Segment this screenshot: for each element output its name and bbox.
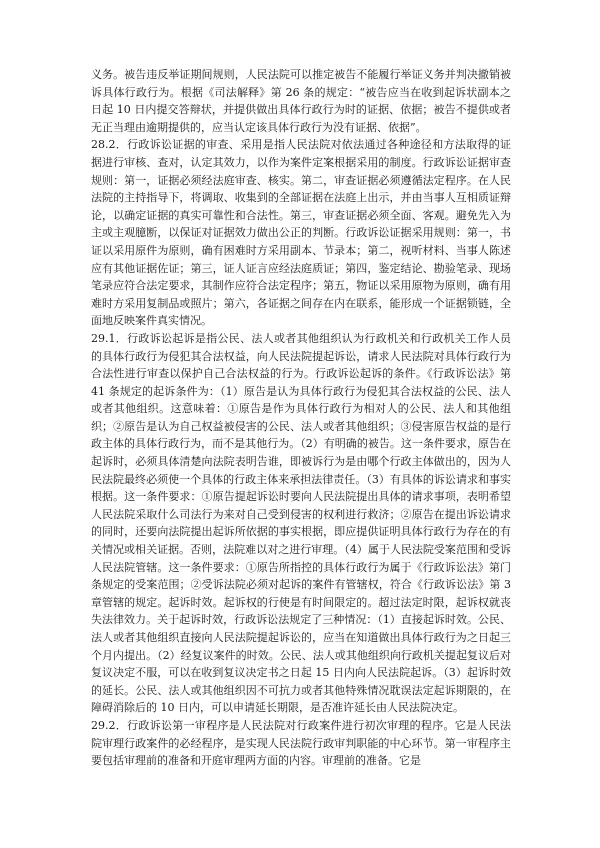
document-page <box>91 66 511 770</box>
paragraph-29-1-filing-suit: 29.1．行政诉讼起诉是指公民、法人或者其他组织认为行政机关和行政机关工作人员的具体行政行为侵犯其合法权益，向人民法院提起诉讼，请求人民法院对具体行政行为合法性进行审查以保护自己合法权益的行为。行政诉讼起诉的条件。《行政诉讼法》第 41 条规定的起诉条件为：（1）原告是认为具体行政行为侵犯其合法权益的公民、法人或者其他组织。这意味着：①原告是作为具体行政行为相对人的公民、法人和其他组织；②原告是认为自己权益被侵害的公民、法人或者其他组织；③侵害原告权益的是行政主体的具体行政行为，而不是其他行为。（2）有明确的被告。这一条件要求，原告在起诉时，必须具体清楚向法院表明告谁，即被诉行为是由哪个行政主体做出的，因为人民法院最终必须使一个具体的行政主体来承担法律责任。（3）有具体的诉讼请求和事实根据。这一条件要求：①原告提起诉讼时要向人民法院提出具体的请求事项，表明希望人民法院采取什么司法行为来对自己受到侵害的权利进行救济；②原告在提出诉讼请求的同时，还要向法院提出起诉所依据的事实根据，即应提供证明具体行政行为存在的有关情况或相关证据。否则，法院难以对之进行审理。（4）属于人民法院受案范围和受诉人民法院管辖。这一条件要求：①原告所指控的具体行政行为属于《行政诉讼法》第门条规定的受案范围；②受诉法院必须对起诉的案件有管辖权，符合《行政诉讼法》第 3 章管辖的规定。起诉时效。起诉权的行使是有时间限定的。超过法定时限，起诉权就丧失法律效力。关于起诉时效，行政诉讼法规定了三种情况：（1）直接起诉时效。公民、法人或者其他组织直接向人民法院提起诉讼的，应当在知道做出具体行政行为之日起三个月内提出。（2）经复议案件的时效。公民、法人或其他组织向行政机关提起复议后对复议决定不服，可以在收到复议决定书之日起 15 日内向人民法院起诉。（3）起诉时效的延长。公民、法人或其他组织因不可抗力或者其他特殊情况耽误法定起诉期限的，在障碍消除后的 10 日内，可以申请延长期限，是否准许延长由人民法院决定。 <box>91 331 511 715</box>
paragraph-29-2-first-instance: 29.2．行政诉讼第一审程序是人民法院对行政案件进行初次审理的程序。它是人民法院审理行政案件的必经程序，是实现人民法院行政审判职能的中心环节。第一审程序主要包括审理前的准备和开庭审理两方面的内容。审理前的准备。它是 <box>91 718 511 768</box>
paragraph-burden-of-proof: 义务。被告违反举证期间规则，人民法院可以推定被告不能履行举证义务并判决撤销被诉具体行政行为。根据《司法解释》第 26 条的规定：“被告应当在收到起诉状副本之日起 10 日内提交答辩状，并提供做出具体行政行为时的证据、依据；被告不提供或者无正当理由逾期提供的，应当认定该具体行政行为没有证据、依据”。 <box>91 68 511 134</box>
paragraph-28-2-evidence-review: 28.2．行政诉讼证据的审查、采用是指人民法院对依法通过各种途径和方法取得的证据进行审核、查对，认定其效力，以作为案件定案根据采用的制度。行政诉讼证据审查规则：第一，证据必须经法庭审查、核实。第二，审查证据必须遵循法定程序。在人民法院的主持指导下，将调取、收集到的全部证据在法庭上出示，并由当事人互相质证辩论，以确定证据的真实可靠性和合法性。第三，审查证据必须全面、客观。避免先入为主或主观臆断，以保证对证据效力做出公正的判断。行政诉讼证据采用规则：第一，书证以采用原件为原则，确有困难时方采用副本、节录本；第二，视听材料、当事人陈述应有其他证据佐证；第三，证人证言应经法庭质证；第四，鉴定结论、勘验笔录、现场笔录应符合法定要求，其制作应符合法定程序；第五，物证以采用原物为原则，确有用难时方采用复制品或照片；第六，各证据之间存在内在联系，能形成一个证据锁链，全面地反映案件真实情况。 <box>91 138 511 328</box>
